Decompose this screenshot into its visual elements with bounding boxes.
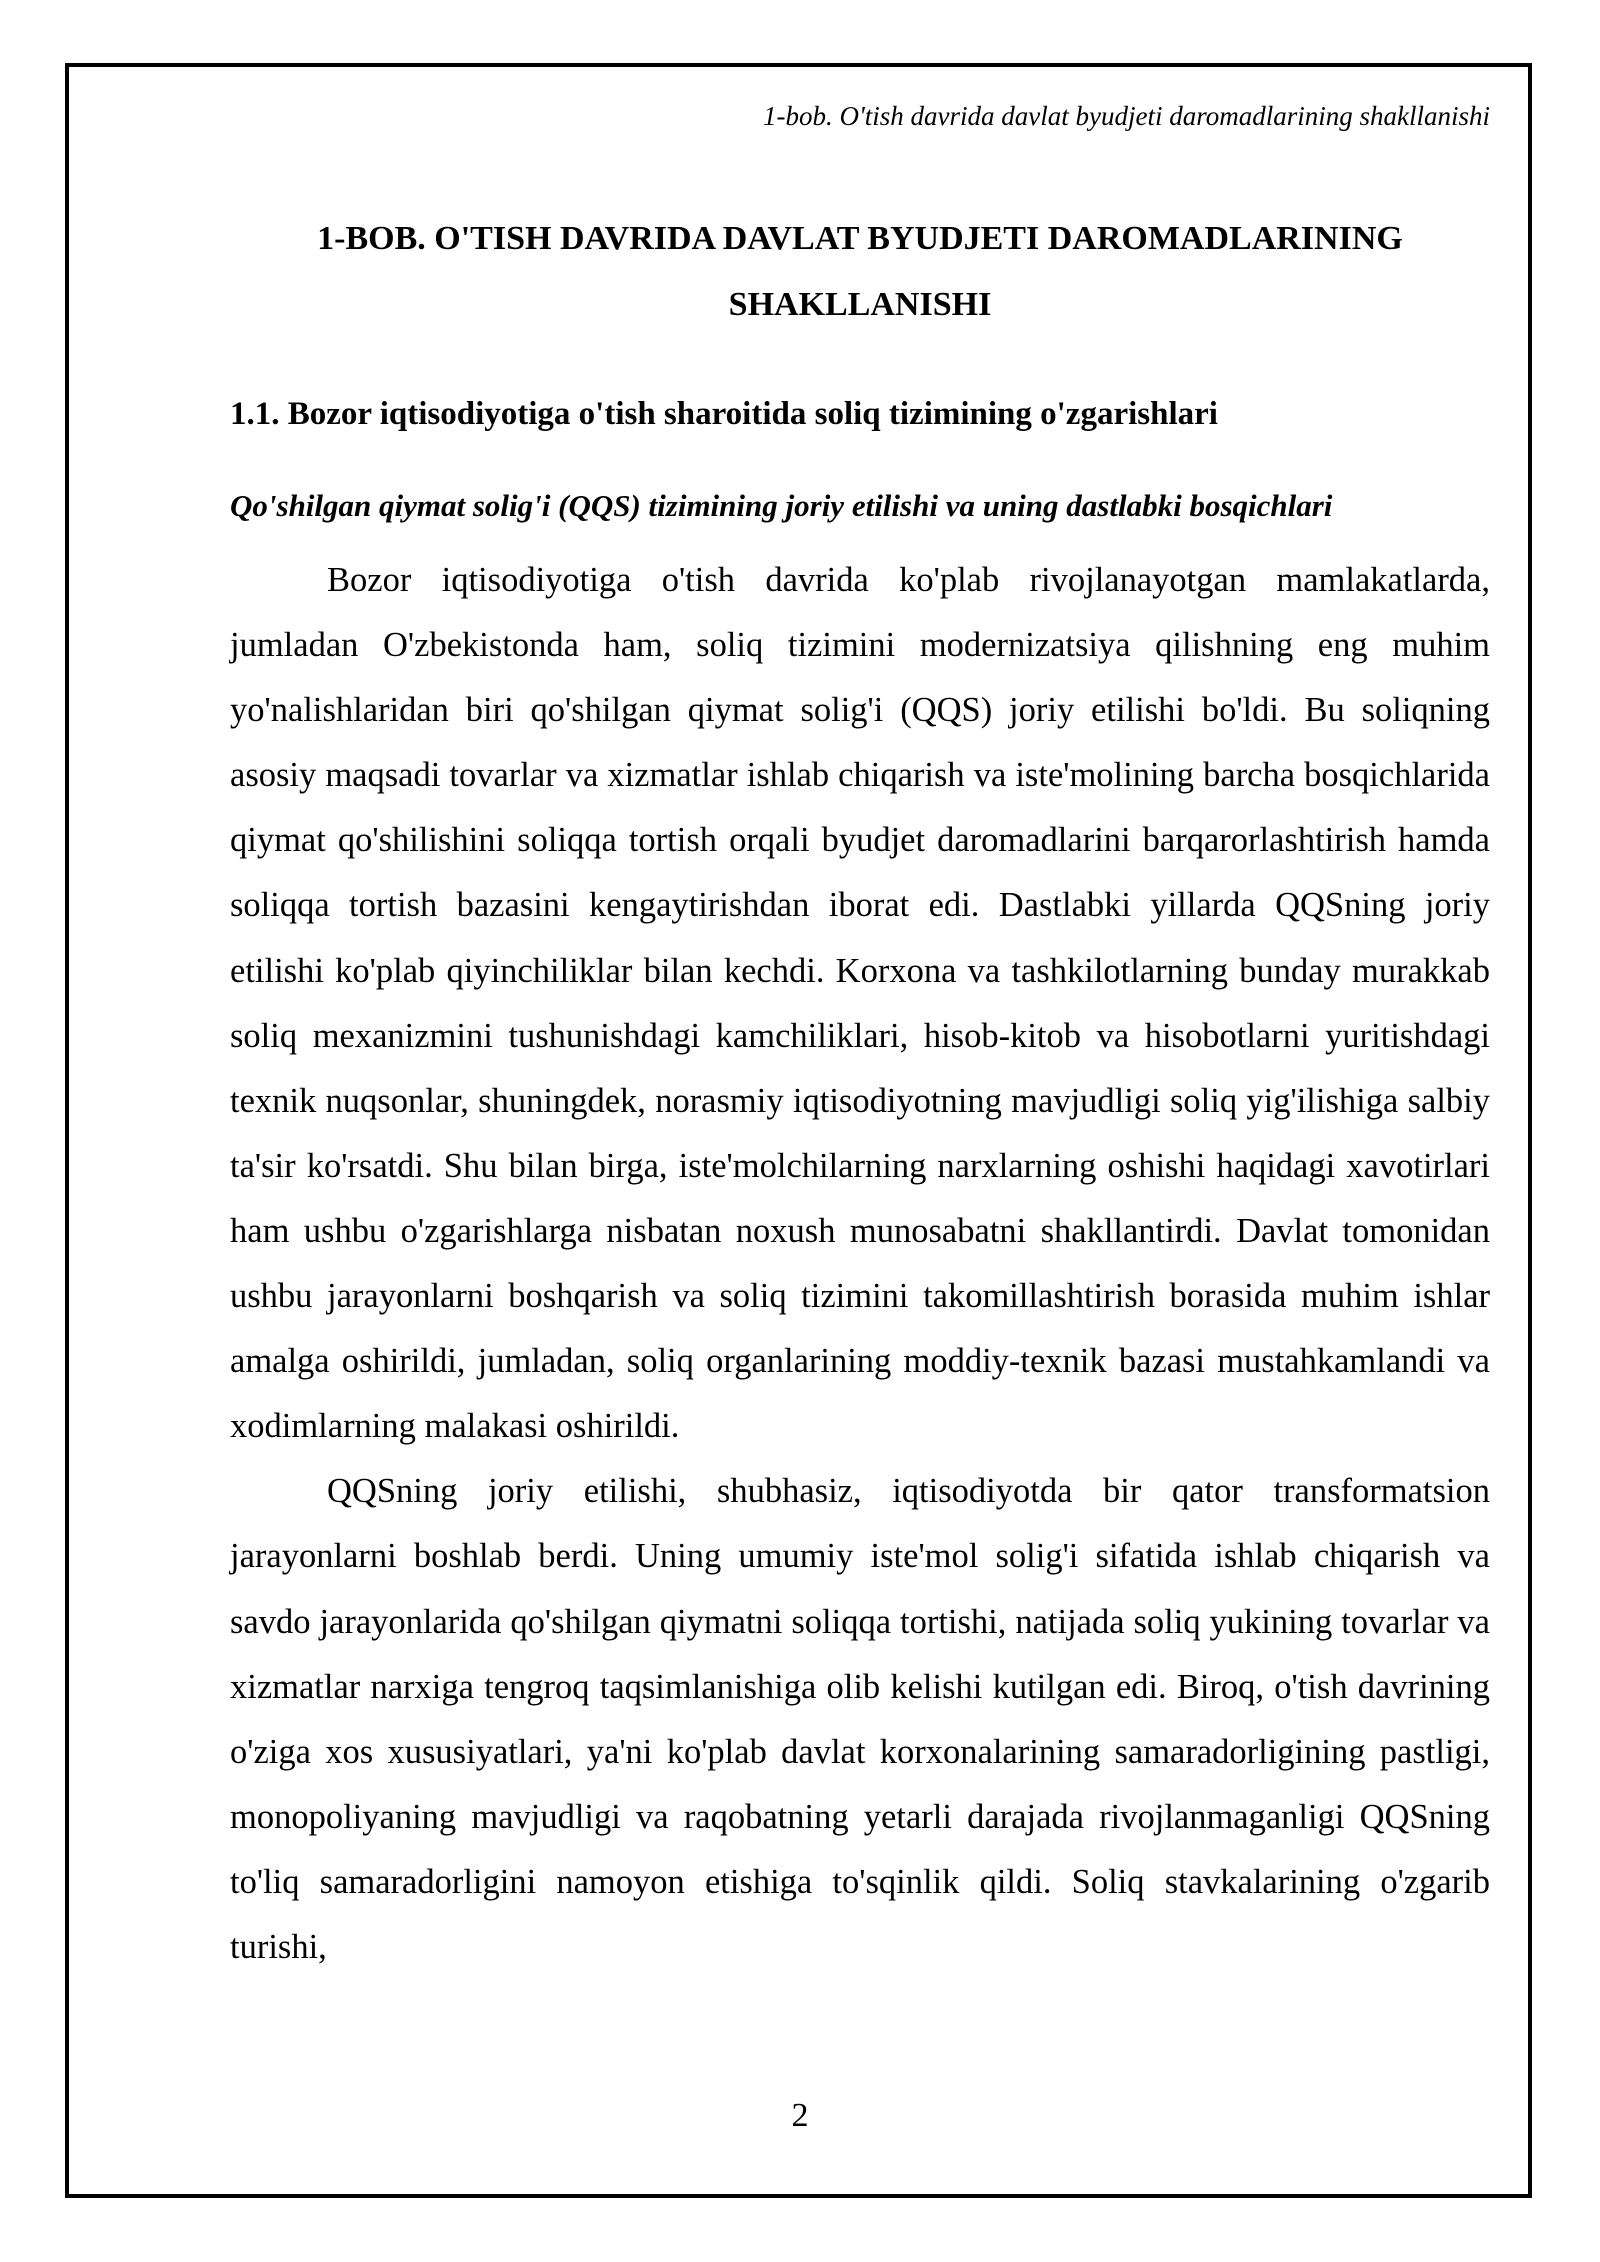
page-number: 2: [791, 2097, 809, 2134]
section-title: 1.1. Bozor iqtisodiyotiga o'tish sharoitida soliq tizimining o'zgarishlari: [230, 396, 1218, 432]
body-text: [230, 548, 1490, 1980]
subsection-title: Qo'shilgan qiymat solig'i (QQS) tizimining joriy etilishi va uning dastlabki bosqichlari: [230, 488, 1333, 523]
body-paragraph: QQSning joriy etilishi, shubhasiz, iqtisodiyotda bir qator transformatsion jarayonlarni boshlab berdi. Uning umumiy iste'mol solig'i sifatida ishlab chiqarish va savdo jarayonlarida qo'shilgan qiymatni soliqqa tortishi, natijada soliq yukining tovarlar va xizmatlar narxiga tengroq taqsimlanishiga olib kelishi kutilgan edi. Biroq, o'tish davrining o'ziga xos xususiyatlari, ya'ni ko'plab davlat korxonalarining samaradorligining pastligi, monopoliyaning mavjudligi va raqobatning yetarli darajada rivojlanmaganligi QQSning to'liq samaradorligini namoyon etishiga to'sqinlik qildi. Soliq stavkalarining o'zgarib turishi,: [230, 1472, 1490, 1966]
running-header: 1-bob. O'tish davrida davlat byudjeti daromadlarining shakllanishi: [763, 101, 1490, 131]
body-paragraph: Bozor iqtisodiyotiga o'tish davrida ko'plab rivojlanayotgan mamlakatlarda, jumladan O'zbekistonda ham, soliq tizimini modernizatsiya qilishning eng muhim yo'nalishlaridan biri qo'shilgan qiymat solig'i (QQS) joriy etilishi bo'ldi. Bu soliqning asosiy maqsadi tovarlar va xizmatlar ishlab chiqarish va iste'molining barcha bosqichlarida qiymat qo'shilishini soliqqa tortish orqali byudjet daromadlarini barqarorlashtirish hamda soliqqa tortish bazasini kengaytirishdan iborat edi. Dastlabki yillarda QQSning joriy etilishi ko'plab qiyinchiliklar bilan kechdi. Korxona va tashkilotlarning bunday murakkab soliq mexanizmini tushunishdagi kamchiliklari, hisob-kitob va hisobotlarni yuritishdagi texnik nuqsonlar, shuningdek, norasmiy iqtisodiyotning mavjudligi soliq yig'ilishiga salbiy ta'sir ko'rsatdi. Shu bilan birga, iste'molchilarning narxlarning oshishi haqidagi xavotirlari ham ushbu o'zgarishlarga nisbatan noxush munosabatni shakllantirdi. Davlat tomonidan ushbu jarayonlarni boshqarish va soliq tizimini takomillashtirish borasida muhim ishlar amalga oshirildi, jumladan, soliq organlarining moddiy-texnik bazasi mustahkamlandi va xodimlarning malakasi oshirildi.: [230, 561, 1490, 1446]
chapter-title: 1-BOB. O'TISH DAVRIDA DAVLAT BYUDJETI DAROMADLARINING SHAKLLANISHI: [317, 220, 1403, 323]
